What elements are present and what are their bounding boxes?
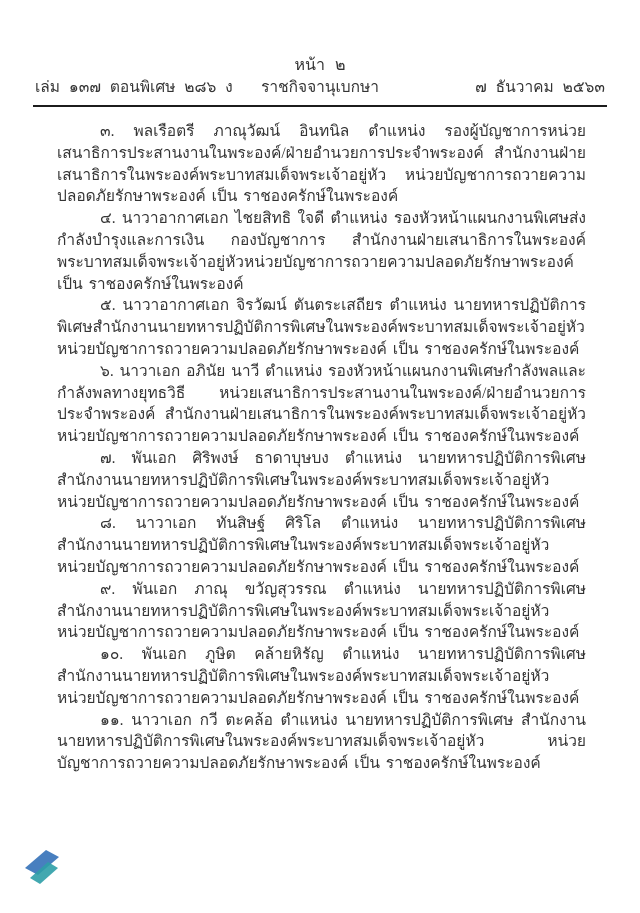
entry-paragraph-10: ๑๐. พันเอก ภูษิต คล้ายหิรัญ ตำแหน่ง นายทหารปฏิบัติการพิเศษ สำนักงาน​นายทหารปฏิบัติการพิเศษในพระองค์พระบาทสมเด็จพระเจ้าอยู่หัว หน่วยบัญชาการถวายความปลอดภัย​รักษาพระองค์ เป็น ราชองครักษ์ในพระองค์: [57, 646, 586, 707]
volume-issue-label: เล่ม ๑๓๗ ตอนพิเศษ ๒๘๖ ง: [35, 79, 233, 96]
entry-paragraph-7: ๗. พันเอก ศิริพงษ์ ธาดาบุษบง ตำแหน่ง นายทหารปฏิบัติการพิเศษ สำนักงาน​นายทหารปฏิบัติการพิเศษในพระองค์พระบาทสมเด็จพระเจ้าอยู่หัว หน่วยบัญชาการถวายความปลอดภัย​รักษาพระองค์ เป็น ราชองครักษ์ในพระองค์: [57, 449, 586, 511]
entry-paragraph-6: ๖. นาวาเอก อภินัย นาวี ตำแหน่ง รองหัวหน้าแผนกงานพิเศษกำลังพลและกำลังพล​ทางยุทธวิธี หน่วยเสนาธิการประสานงานในพระองค์/ฝ่ายอำนวยการประจำพระองค์ สำนักงาน​ฝ่ายเสนาธิการในพระองค์พระบาทสมเด็จพระเจ้าอยู่หัว หน่วยบัญชาการถวายความปลอดภัย​รักษาพระองค์ เป็น ราชองครักษ์ในพระองค์: [57, 362, 586, 446]
entry-paragraph-4: ๔. นาวาอากาศเอก ไชยสิทธิ ใจดี ตำแหน่ง รองหัวหน้าแผนกงานพิเศษส่งกำลังบำรุง​และการเงิน กองบัญชาการ สำนักงานฝ่ายเสนาธิการในพระองค์พระบาทสมเด็จพระเจ้าอยู่หัว​หน่วยบัญชาการถวายความปลอดภัยรักษาพระองค์ เป็น ราชองครักษ์ในพระองค์: [57, 210, 586, 293]
gazette-header: [33, 56, 607, 107]
issue-date: ๗ ธันวาคม ๒๕๖๓: [475, 79, 605, 96]
page-number: หน้า ๒: [294, 57, 346, 74]
gazette-title: ราชกิจจานุเบกษา: [261, 79, 379, 96]
header-row: [33, 76, 607, 100]
entry-paragraph-11: ๑๑. นาวาเอก กวี ตะคล้อ ตำแหน่ง นายทหารปฏิบัติการพิเศษ สำนักงาน​นายทหารปฏิบัติการพิเศษในพระองค์พระบาทสมเด็จพระเจ้าอยู่หัว หน่วยบัญชาการถวายความปลอดภัย​รักษาพระองค์ เป็น ราชองครักษ์ในพระองค์: [57, 711, 586, 773]
document-body: [57, 121, 586, 775]
entry-paragraph-5: ๕. นาวาอากาศเอก จิรวัฒน์ ตันตระเสถียร ตำแหน่ง นายทหารปฏิบัติการพิเศษ​สำนักงานนายทหารปฏิบัติการพิเศษในพระองค์พระบาทสมเด็จพระเจ้าอยู่หัว หน่วยบัญชาการ​ถวายความปลอดภัยรักษาพระองค์ เป็น ราชองครักษ์ในพระองค์: [57, 297, 586, 358]
entry-paragraph-8: ๘. นาวาเอก ทันสิษฐ์ ศิริโล ตำแหน่ง นายทหารปฏิบัติการพิเศษ สำนักงาน​นายทหารปฏิบัติการพิเศษในพระองค์พระบาทสมเด็จพระเจ้าอยู่หัว หน่วยบัญชาการถวายความปลอดภัย​รักษาพระองค์ เป็น ราชองครักษ์ในพระองค์: [57, 515, 586, 576]
entry-paragraph-9: ๙. พันเอก ภาณุ ขวัญสุวรรณ ตำแหน่ง นายทหารปฏิบัติการพิเศษ สำนักงาน​นายทหารปฏิบัติการพิเศษในพระองค์พระบาทสมเด็จพระเจ้าอยู่หัว หน่วยบัญชาการถวายความปลอดภัย​รักษาพระองค์ เป็น ราชองครักษ์ในพระองค์: [57, 580, 586, 642]
entry-paragraph-3: ๓. พลเรือตรี ภาณุวัฒน์ อินทนิล ตำแหน่ง รองผู้บัญชาการหน่วยเสนาธิการ​ประสานงานในพระองค์/ฝ่ายอำนวยการประจำพระองค์ สำนักงานฝ่ายเสนาธิการในพระองค์​พระบาทสมเด็จพระเจ้าอยู่หัว หน่วยบัญชาการถวายความปลอดภัยรักษาพระองค์ เป็น ราชองครักษ์ในพระองค์: [57, 123, 586, 206]
digital-signature-mark: [22, 848, 62, 888]
